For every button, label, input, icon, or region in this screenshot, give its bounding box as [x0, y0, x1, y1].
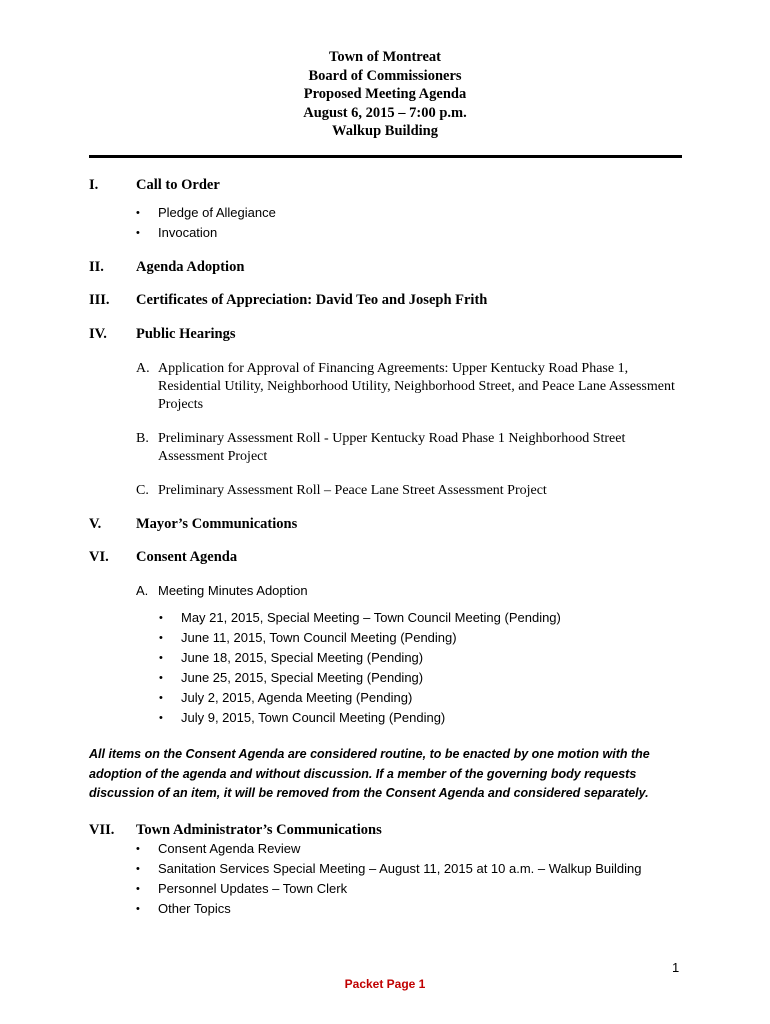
bullet-icon: •	[136, 843, 140, 855]
section-title: Consent Agenda	[136, 549, 238, 565]
section-number: I.	[89, 177, 99, 193]
section-title: Agenda Adoption	[136, 259, 245, 275]
section-title: Certificates of Appreciation: David Teo and Joseph Frith	[136, 292, 488, 308]
bullet-icon: •	[136, 863, 140, 875]
packet-page-label: Packet Page 1	[344, 977, 426, 991]
header-line-board: Board of Commissioners	[308, 67, 462, 84]
list-item: • Pledge of Allegiance	[158, 203, 276, 223]
item-text: Meeting Minutes Adoption	[158, 583, 308, 598]
bullet-icon: •	[159, 712, 163, 724]
list-item: • June 11, 2015, Town Council Meeting (Pending)	[181, 628, 561, 648]
list-item: • Other Topics	[158, 899, 641, 919]
bullet-icon: •	[159, 612, 163, 624]
list-item: • Consent Agenda Review	[158, 839, 641, 859]
bullet-icon: •	[159, 692, 163, 704]
list-item: • June 18, 2015, Special Meeting (Pending)	[181, 648, 561, 668]
section-title: Public Hearings	[136, 326, 236, 342]
section-title: Town Administrator’s Communications	[136, 822, 382, 838]
list-item: • May 21, 2015, Special Meeting – Town Council Meeting (Pending)	[181, 608, 561, 628]
consent-item-a	[136, 582, 308, 600]
section-number: IV.	[89, 326, 107, 342]
list-item: • Sanitation Services Special Meeting – August 11, 2015 at 10 a.m. – Walkup Building	[158, 859, 641, 879]
item-text: Preliminary Assessment Roll - Upper Kentucky Road Phase 1 Neighborhood Street Assessment Project	[158, 431, 626, 464]
list-item: • Personnel Updates – Town Clerk	[158, 879, 641, 899]
header-line-agenda-title: Proposed Meeting Agenda	[303, 86, 467, 102]
item-text: Application for Approval of Financing Agreements: Upper Kentucky Road Phase 1, Residential Utility, Neighborhood Utility, Neighborhood Street, and Peace Lane Assessment Projects	[158, 361, 675, 412]
section-number: V.	[89, 516, 102, 532]
section-title: Mayor’s Communications	[136, 516, 298, 532]
section-number: VII.	[89, 822, 115, 838]
document-header	[0, 48, 770, 141]
administrator-list	[136, 839, 642, 919]
meeting-minutes-list	[159, 608, 561, 728]
bullet-icon: •	[159, 632, 163, 644]
item-letter: A.	[136, 583, 149, 598]
bullet-icon: •	[159, 672, 163, 684]
list-item: • Invocation	[158, 223, 276, 243]
hearing-item-b	[136, 430, 686, 466]
hearing-item-c	[136, 482, 686, 500]
header-divider	[89, 155, 682, 158]
consent-agenda-note: All items on the Consent Agenda are considered routine, to be enacted by one motion with the adoption of the agenda and without discussion. If a member of the governing body requests discussion of an item, it will be removed from the Consent Agenda and considered separately.	[89, 747, 650, 800]
list-item: • July 2, 2015, Agenda Meeting (Pending)	[181, 688, 561, 708]
page-number: 1	[672, 960, 680, 975]
item-letter: A.	[136, 361, 150, 376]
bullet-icon: •	[136, 207, 140, 219]
bullet-icon: •	[136, 227, 140, 239]
section-number: III.	[89, 292, 110, 308]
header-line-date: August 6, 2015 – 7:00 p.m.	[303, 104, 467, 121]
list-item: • June 25, 2015, Special Meeting (Pending)	[181, 668, 561, 688]
section-title: Call to Order	[136, 177, 220, 193]
call-to-order-list	[136, 203, 276, 243]
item-text: Preliminary Assessment Roll – Peace Lane Street Assessment Project	[158, 483, 547, 498]
item-letter: C.	[136, 483, 149, 498]
header-line-location: Walkup Building	[332, 123, 438, 139]
bullet-icon: •	[159, 652, 163, 664]
hearing-item-a	[136, 360, 686, 414]
section-number: VI.	[89, 549, 109, 565]
bullet-icon: •	[136, 903, 140, 915]
section-number: II.	[89, 259, 104, 275]
bullet-icon: •	[136, 883, 140, 895]
header-line-town: Town of Montreat	[329, 49, 441, 65]
list-item: • July 9, 2015, Town Council Meeting (Pending)	[181, 708, 561, 728]
item-letter: B.	[136, 431, 149, 446]
